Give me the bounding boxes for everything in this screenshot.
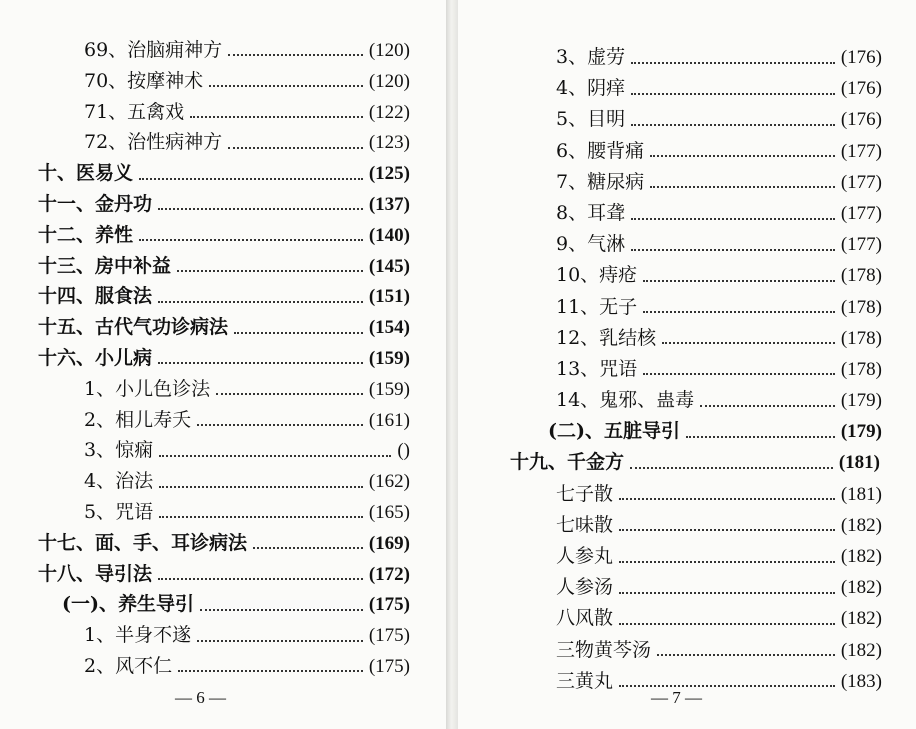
toc-entry-title: 4、阴痒	[556, 77, 626, 100]
dot-leader	[619, 498, 835, 500]
toc-entry	[0, 127, 446, 158]
dot-leader	[630, 467, 833, 469]
right-page	[458, 0, 916, 729]
toc-entry-page: (172)	[368, 563, 410, 585]
dot-leader	[619, 623, 835, 625]
dot-leader	[158, 362, 363, 364]
toc-entry-title: 十八、导引法	[38, 562, 153, 585]
toc-entry-title: 5、目明	[556, 108, 626, 131]
dot-leader	[643, 311, 835, 313]
toc-entry	[458, 541, 916, 572]
toc-entry	[0, 35, 446, 66]
toc-entry	[458, 572, 916, 603]
toc-entry	[458, 167, 916, 198]
dot-leader	[234, 332, 363, 334]
toc-entry-title: 十、医易义	[38, 162, 134, 185]
dot-leader	[643, 280, 835, 282]
toc-entry-title: 八风散	[556, 607, 614, 630]
dot-leader	[159, 455, 391, 457]
toc-entry	[0, 497, 446, 528]
toc-entry	[458, 635, 916, 666]
toc-entry	[458, 136, 916, 167]
dot-leader	[631, 124, 835, 126]
toc-entry-title: 14、鬼邪、蛊毒	[556, 389, 695, 412]
toc-entry	[458, 260, 916, 291]
toc-entry	[0, 405, 446, 436]
left-page	[0, 0, 446, 729]
toc-entry-page: (181)	[838, 452, 880, 474]
toc-entry	[0, 158, 446, 189]
toc-entry-title: 1、小儿色诊法	[84, 377, 211, 400]
toc-entry-title: 70、按摩神术	[84, 69, 204, 92]
toc-entry	[458, 603, 916, 634]
toc-entry-page: (122)	[368, 101, 410, 123]
toc-entry-title: 2、相儿寿夭	[84, 408, 192, 431]
toc-entry-page: (175)	[368, 655, 410, 677]
toc-entry-page: (145)	[368, 255, 410, 277]
dot-leader	[686, 436, 835, 438]
toc-entry	[458, 510, 916, 541]
toc-entry	[0, 251, 446, 282]
toc-entry	[0, 281, 446, 312]
toc-entry-title: 5、咒语	[84, 500, 154, 523]
toc-entry-page: (176)	[840, 47, 882, 68]
toc-entry	[458, 447, 916, 478]
toc-entry-page: (120)	[368, 70, 410, 92]
toc-entry-title: 3、虚劳	[556, 46, 626, 68]
toc-entry	[458, 73, 916, 104]
toc-entry	[458, 479, 916, 510]
book-gutter	[446, 0, 458, 729]
dot-leader	[216, 393, 363, 395]
dot-leader	[200, 609, 363, 611]
toc-entry	[458, 292, 916, 323]
toc-entry-title: 十七、面、手、耳诊病法	[38, 531, 248, 554]
toc-list-right	[458, 42, 916, 697]
toc-entry-title: 三物黄芩汤	[556, 638, 652, 661]
page-number: — 6 —	[175, 688, 226, 707]
toc-entry-page: (140)	[368, 224, 410, 246]
toc-entry-page: (182)	[840, 639, 882, 661]
toc-entry-page: (125)	[368, 163, 410, 185]
page-number: — 7 —	[651, 688, 702, 707]
toc-entry-page: (183)	[840, 670, 882, 692]
toc-entry-title: 十三、房中补益	[38, 254, 172, 277]
toc-entry-page: (165)	[368, 501, 410, 523]
toc-entry-title: 6、腰背痛	[556, 139, 645, 162]
dot-leader	[657, 654, 835, 656]
toc-entry	[0, 620, 446, 651]
toc-entry	[0, 66, 446, 97]
toc-entry-page: (137)	[368, 193, 410, 215]
toc-entry-title: 3、惊痫	[84, 439, 154, 462]
toc-entry-page: (177)	[840, 202, 882, 224]
dot-leader	[197, 424, 363, 426]
toc-entry-page: (169)	[368, 532, 410, 554]
toc-entry-title: 十二、养性	[38, 223, 134, 246]
toc-entry-page: (178)	[840, 265, 882, 287]
toc-entry-page: (161)	[368, 409, 410, 431]
dot-leader	[190, 116, 363, 118]
toc-entry	[0, 220, 446, 251]
dot-leader	[662, 342, 835, 344]
toc-entry-title: 十一、金丹功	[38, 192, 153, 215]
toc-entry-page: (182)	[840, 514, 882, 536]
toc-entry-page: (175)	[368, 625, 410, 647]
toc-entry	[0, 189, 446, 220]
dot-leader	[158, 208, 363, 210]
dot-leader	[139, 239, 363, 241]
toc-entry-title: 七子散	[556, 482, 614, 505]
toc-entry-title: 4、治法	[84, 470, 154, 493]
toc-entry-title: 十五、古代气功诊病法	[38, 316, 229, 339]
toc-entry-title: 2、风不仁	[84, 654, 173, 677]
toc-entry	[0, 651, 446, 682]
dot-leader	[631, 249, 835, 251]
dot-leader	[158, 301, 363, 303]
toc-entry-page: ()	[397, 440, 410, 462]
dot-leader	[700, 405, 835, 407]
toc-entry	[0, 589, 446, 620]
toc-entry-title: 七味散	[556, 513, 614, 536]
dot-leader	[139, 178, 363, 180]
toc-list-left	[0, 35, 446, 682]
toc-entry	[458, 42, 916, 73]
toc-entry-page: (175)	[368, 594, 410, 616]
toc-entry-page: (154)	[368, 317, 410, 339]
toc-entry	[458, 198, 916, 229]
dot-leader	[253, 547, 363, 549]
toc-entry-page: (179)	[840, 390, 882, 412]
dot-leader	[158, 578, 363, 580]
toc-entry-page: (178)	[840, 358, 882, 380]
toc-entry-title: 69、治脑痈神方	[84, 39, 223, 61]
toc-entry-title: (一)、养生导引	[62, 593, 194, 616]
dot-leader	[631, 93, 835, 95]
toc-entry-page: (120)	[368, 40, 410, 61]
toc-entry	[0, 97, 446, 128]
dot-leader	[177, 270, 363, 272]
toc-entry	[458, 354, 916, 385]
toc-entry	[458, 229, 916, 260]
toc-entry	[0, 374, 446, 405]
dot-leader	[643, 373, 835, 375]
toc-entry-title: 人参丸	[556, 545, 614, 567]
toc-entry-page: (179)	[840, 421, 882, 443]
toc-entry-title: 11、无子	[556, 295, 638, 318]
dot-leader	[197, 640, 363, 642]
toc-entry-page: (177)	[840, 171, 882, 193]
dot-leader	[209, 85, 363, 87]
toc-entry-title: 三黄丸	[556, 669, 614, 692]
toc-entry	[458, 385, 916, 416]
toc-entry-page: (159)	[368, 378, 410, 400]
dot-leader	[178, 670, 363, 672]
toc-entry-title: 十四、服食法	[38, 285, 153, 308]
dot-leader	[619, 592, 835, 594]
toc-entry	[0, 528, 446, 559]
toc-entry-page: (182)	[840, 577, 882, 599]
dot-leader	[650, 155, 835, 157]
toc-entry-title: 十九、千金方	[510, 451, 625, 474]
dot-leader	[631, 62, 835, 64]
toc-entry-page: (162)	[368, 471, 410, 493]
toc-entry	[458, 323, 916, 354]
toc-entry-page: (177)	[840, 140, 882, 162]
toc-entry-page: (176)	[840, 78, 882, 100]
dot-leader	[619, 561, 835, 563]
dot-leader	[619, 529, 835, 531]
toc-entry	[0, 312, 446, 343]
toc-entry	[0, 559, 446, 590]
toc-entry	[458, 104, 916, 135]
toc-entry	[458, 416, 916, 447]
toc-entry-title: 13、咒语	[556, 357, 638, 380]
toc-entry-title: 8、耳聋	[556, 201, 626, 224]
toc-entry-page: (178)	[840, 327, 882, 349]
toc-entry-page: (177)	[840, 234, 882, 256]
toc-entry-title: 72、治性病神方	[84, 131, 223, 154]
dot-leader	[159, 516, 363, 518]
toc-entry-title: 7、糖尿病	[556, 170, 645, 193]
toc-entry	[0, 343, 446, 374]
dot-leader	[631, 218, 835, 220]
toc-entry-title: 1、半身不遂	[84, 624, 192, 647]
toc-entry-page: (178)	[840, 296, 882, 318]
dot-leader	[650, 186, 835, 188]
dot-leader	[228, 147, 363, 149]
toc-entry-page: (151)	[368, 286, 410, 308]
toc-entry-title: 十六、小儿病	[38, 346, 153, 369]
toc-entry-title: 人参汤	[556, 576, 614, 599]
toc-entry-page: (182)	[840, 546, 882, 567]
toc-entry-page: (176)	[840, 109, 882, 131]
toc-entry-title: 71、五禽戏	[84, 100, 185, 123]
dot-leader	[228, 54, 363, 56]
toc-entry-title: 10、痔疮	[556, 264, 638, 287]
toc-entry-title: (二)、五脏导引	[548, 420, 680, 443]
toc-entry-page: (123)	[368, 132, 410, 154]
toc-entry-page: (159)	[368, 347, 410, 369]
toc-entry-title: 9、气淋	[556, 233, 626, 256]
toc-entry-title: 12、乳结核	[556, 326, 657, 349]
toc-entry	[0, 466, 446, 497]
toc-entry-page: (182)	[840, 608, 882, 630]
toc-entry-page: (181)	[840, 483, 882, 505]
dot-leader	[159, 486, 363, 488]
toc-entry	[0, 435, 446, 466]
